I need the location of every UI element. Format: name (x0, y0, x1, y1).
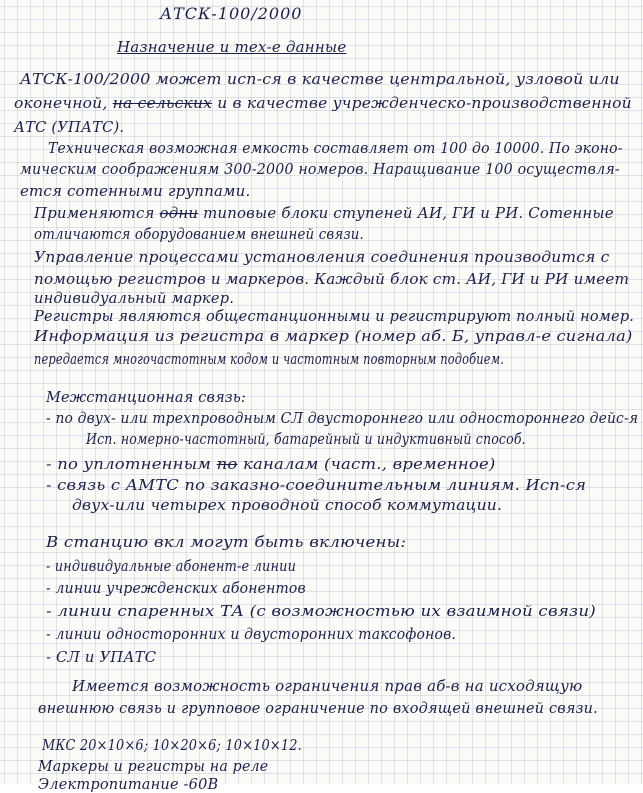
line-text: Регистры являются общестанционными и регистрируют полный номер. (34, 307, 635, 325)
handwritten-line (20, 162, 620, 177)
line-text: отличаются оборудованием внешней связи. (34, 225, 364, 243)
line-text: - линии спаренных ТА (с возможностью их взаимной связи) (46, 602, 596, 620)
line-text: - связь с АМТС по заказно-соединительным линиям. Исп-ся (46, 476, 587, 494)
handwritten-line (20, 184, 250, 199)
handwritten-line (46, 559, 296, 574)
handwritten-line (34, 329, 632, 344)
line-text: Исп. номерно-частотный, батарейный и индуктивный способ. (86, 430, 526, 448)
handwritten-line (34, 227, 364, 242)
line-text: - индивидуальные абонент-е линии (46, 557, 297, 575)
handwritten-line (46, 478, 586, 493)
handwritten-line (34, 291, 234, 306)
struck-text: одни (159, 204, 199, 222)
line-text: Техническая возможная емкость составляет от 100 до 10000. По эконо- (48, 139, 623, 157)
line-text: индивидуальный маркер. (34, 289, 235, 307)
line-text: В станцию вкл могут быть включены: (46, 533, 407, 551)
handwritten-line (38, 759, 268, 774)
handwritten-line (14, 96, 632, 111)
line-text: ется сотенными группами. (20, 182, 251, 200)
handwritten-line (14, 120, 124, 135)
line-text: - по двух- или трехпроводным СЛ двустороннего или одностороннего дейс-я (46, 409, 639, 427)
struck-text: по (216, 455, 238, 473)
line-text: типовые блоки ступеней АИ, ГИ и РИ. Сотенные (198, 204, 614, 222)
line-text: МКС 20×10×6; 10×20×6; 10×10×12. (42, 736, 302, 754)
struck-text: на сельских (112, 94, 213, 112)
handwritten-line (46, 457, 496, 472)
handwritten-line (34, 309, 634, 324)
line-text: - линии учрежденских абонентов (46, 579, 306, 597)
handwritten-line (34, 272, 629, 287)
line-text: Имеется возможность ограничения прав аб-в на исходящую (72, 677, 583, 695)
line-text: и в качестве учрежденческо-производственной (212, 94, 632, 112)
page-title: АТСК-100/2000 (160, 4, 303, 23)
handwritten-line (46, 627, 456, 642)
handwritten-line (46, 581, 306, 596)
line-text: двух-или четырех проводной способ коммутации. (72, 496, 503, 514)
line-text: Электропитание -60В (38, 775, 219, 793)
handwritten-line (34, 206, 614, 221)
line-text: Управление процессами установления соединения производится с (34, 248, 610, 266)
handwritten-line (72, 679, 582, 694)
line-text: Применяются (34, 204, 160, 222)
line-text: Информация из регистра в маркер (номер аб. Б, управл-е сигнала) (34, 327, 633, 345)
handwritten-line (72, 498, 502, 513)
line-text: АТС (УПАТС). (14, 118, 125, 136)
handwritten-line (38, 777, 218, 792)
line-text: - СЛ и УПАТС (46, 648, 157, 666)
handwritten-line (46, 650, 156, 665)
handwritten-line (34, 352, 504, 367)
line-text: Межстанционная связь: (46, 388, 246, 406)
line-text: мическим соображениям 300-2000 номеров. Наращивание 100 осуществля- (20, 160, 620, 178)
line-text: - по уплотненным (46, 455, 217, 473)
line-text: - линии односторонних и двусторонних таксофонов. (46, 625, 457, 643)
handwritten-line (46, 390, 246, 405)
line-text: оконечной, (14, 94, 113, 112)
handwritten-line (38, 701, 598, 716)
line-text: Маркеры и регистры на реле (38, 757, 269, 775)
line-text: внешнюю связь и групповое ограничение по входящей внешней связи. (38, 699, 598, 717)
section-heading: Назначение и тех-е данные (117, 38, 347, 56)
line-text: каналам (част., временное) (237, 455, 496, 473)
handwritten-line (46, 535, 406, 550)
handwritten-line (46, 604, 596, 619)
line-text: передается многочастотным кодом и частотным повторным подобием. (34, 350, 505, 368)
handwritten-line (48, 141, 623, 156)
handwritten-line (42, 738, 302, 753)
line-text: АТСК-100/2000 может исп-ся в качестве центральной, узловой или (20, 70, 620, 88)
line-text: помощью регистров и маркеров. Каждый блок ст. АИ, ГИ и РИ имеет (34, 270, 630, 288)
handwritten-line (20, 72, 620, 87)
handwritten-line (46, 411, 638, 426)
handwritten-line (34, 250, 609, 265)
handwritten-line (86, 432, 526, 447)
